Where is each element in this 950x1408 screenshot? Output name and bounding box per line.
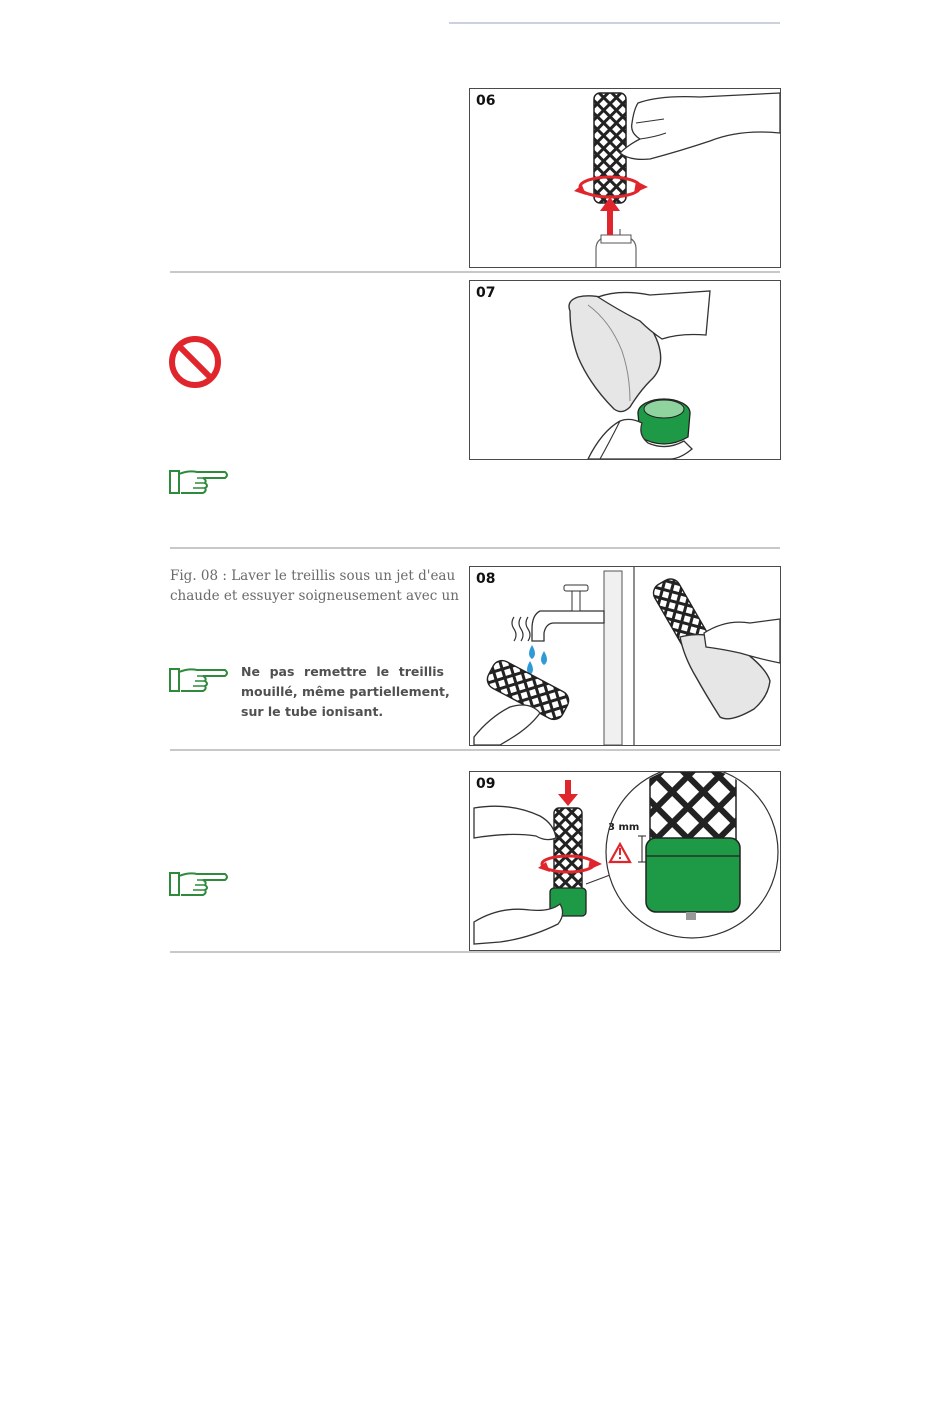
header-rule xyxy=(449,22,780,24)
figure-06-illustration xyxy=(470,89,780,267)
fig08-description xyxy=(170,566,459,606)
separator-1 xyxy=(170,271,780,273)
pointing-hand-icon xyxy=(167,466,231,498)
separator-4 xyxy=(170,951,780,953)
dimension-label: 3 mm xyxy=(608,822,640,833)
figure-06-number: 06 xyxy=(476,93,496,109)
fig08-note-line2: mouillé, même partiellement, xyxy=(241,684,450,699)
figure-09-number: 09 xyxy=(476,776,496,792)
fig08-note-line1: Ne pas remettre le treillis xyxy=(241,664,444,679)
fig08-description-line1: Fig. 08 : Laver le treillis sous un jet d'eau xyxy=(170,568,456,584)
figure-09 xyxy=(469,771,781,951)
separator-3 xyxy=(170,749,780,751)
fig08-description-line2: chaude et essuyer soigneusement avec un xyxy=(170,588,459,604)
prohibited-icon xyxy=(168,335,222,389)
pointing-hand-icon xyxy=(167,664,231,696)
figure-08 xyxy=(469,566,781,746)
pointing-hand-icon xyxy=(167,868,231,900)
figure-07-number: 07 xyxy=(476,285,496,301)
figure-08-number: 08 xyxy=(476,571,496,587)
figure-08-illustration xyxy=(470,567,780,745)
figure-07-illustration xyxy=(470,281,780,459)
figure-09-illustration xyxy=(470,772,780,950)
separator-2 xyxy=(170,547,780,549)
fig08-note-line3: sur le tube ionisant. xyxy=(241,704,384,719)
figure-07 xyxy=(469,280,781,460)
fig08-warning-note xyxy=(241,662,450,722)
figure-06 xyxy=(469,88,781,268)
